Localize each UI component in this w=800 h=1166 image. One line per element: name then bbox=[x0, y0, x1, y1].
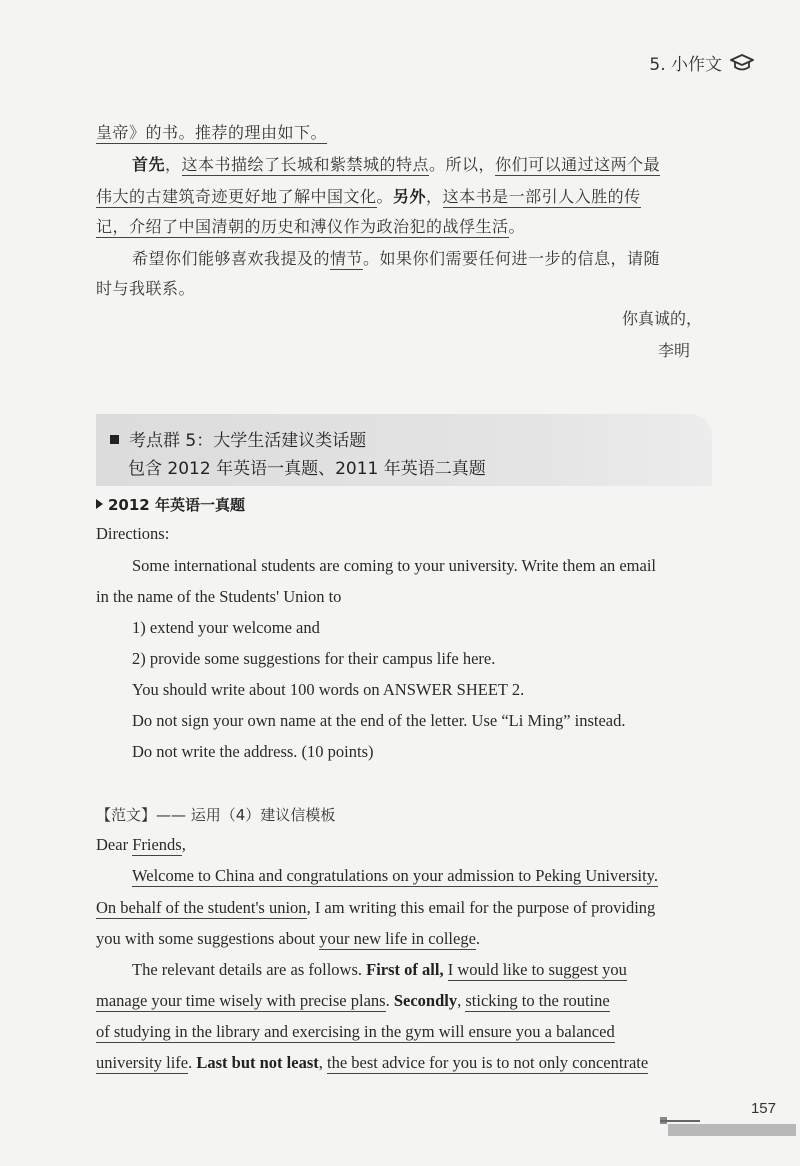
cn-text: ， bbox=[426, 187, 443, 206]
essay-underlined: university life bbox=[96, 1053, 189, 1072]
cn-text: 希望你们能够喜欢我提及的 bbox=[132, 249, 331, 268]
essay-underlined: Friends bbox=[132, 835, 182, 854]
essay-underlined: your new life in college bbox=[319, 929, 476, 948]
essay-underlined: the best advice for you is to not only concentrate bbox=[327, 1053, 649, 1072]
chapter-title: 5. 小作文 bbox=[649, 55, 722, 75]
cn-text: 皇帝》的书。推荐的理由如下。 bbox=[96, 123, 328, 142]
square-bullet-icon bbox=[110, 435, 119, 444]
cn-underlined: 你们可以通过这两个最 bbox=[495, 155, 661, 174]
essay-text: , I am writing this email for the purpose of providing bbox=[306, 898, 656, 917]
prompt-line: Some international students are coming to your university. Write them an email bbox=[132, 556, 657, 575]
banner-title-text: 考点群 5：大学生活建议类话题 bbox=[129, 431, 367, 451]
cn-keyword: 另外 bbox=[393, 187, 427, 206]
essay-text: . bbox=[475, 929, 481, 948]
cn-letter-line bbox=[96, 120, 712, 143]
essay-line bbox=[96, 898, 712, 918]
footer-bar bbox=[668, 1124, 796, 1136]
cn-letter-line bbox=[96, 214, 712, 237]
cn-underlined: 这本书描绘了长城和紫禁城的特点 bbox=[181, 155, 430, 174]
directions-label: Directions: bbox=[96, 524, 170, 543]
chapter-header bbox=[649, 50, 754, 75]
cn-text: 时与我联系。 bbox=[96, 279, 196, 298]
essay-keyword: Secondly bbox=[393, 991, 458, 1010]
cn-underlined: 这本书是一部引人入胜的传 bbox=[442, 187, 641, 206]
footer-rule bbox=[660, 1120, 700, 1122]
essay-text: , bbox=[181, 835, 186, 854]
cn-text: 。如果你们需要任何进一步的信息，请随 bbox=[363, 249, 661, 268]
exam-subhead-text: 2012 年英语一真题 bbox=[108, 496, 245, 514]
essay-underlined: of studying in the library and exercising in the gym will ensure you a balanced bbox=[96, 1022, 615, 1041]
cn-underlined: 情节 bbox=[330, 249, 364, 268]
letter-closing: 你真诚的， bbox=[621, 309, 702, 328]
cn-letter-line bbox=[132, 246, 712, 269]
cn-letter-line bbox=[132, 152, 712, 175]
banner-subtitle: 包含 2012 年英语一真题、2011 年英语二真题 bbox=[128, 459, 486, 479]
exam-subhead bbox=[96, 494, 245, 515]
essay-underlined: Welcome to China and congratulations on your admission to Peking University. bbox=[132, 866, 658, 885]
cn-letter-line bbox=[96, 276, 712, 299]
prompt-line: 2) provide some suggestions for their campus life here. bbox=[132, 649, 496, 668]
cn-text: 。 bbox=[376, 187, 394, 206]
essay-line bbox=[132, 866, 712, 886]
cn-text: ， bbox=[165, 155, 182, 174]
essay-underlined: sticking to the routine bbox=[465, 991, 610, 1010]
cn-keyword: 首先 bbox=[132, 155, 166, 174]
essay-text: The relevant details are as follows. bbox=[132, 960, 367, 979]
essay-greeting bbox=[96, 835, 712, 855]
essay-text: , bbox=[318, 1053, 327, 1072]
prompt-line: You should write about 100 words on ANSWER SHEET 2. bbox=[132, 680, 525, 699]
essay-text: you with some suggestions about bbox=[96, 929, 320, 948]
prompt-line: in the name of the Students' Union to bbox=[96, 587, 342, 606]
letter-signature: 李明 bbox=[657, 341, 690, 360]
essay-line bbox=[96, 1022, 712, 1042]
graduation-cap-icon bbox=[730, 53, 754, 73]
essay-text: . bbox=[188, 1053, 197, 1072]
essay-text: , bbox=[457, 991, 466, 1010]
cn-letter-line bbox=[96, 184, 712, 207]
prompt-line: Do not write the address. (10 points) bbox=[132, 742, 374, 761]
essay-line bbox=[96, 991, 712, 1011]
banner-title bbox=[110, 426, 366, 451]
cn-text: 。所以， bbox=[429, 155, 496, 174]
essay-text: Dear bbox=[96, 835, 133, 854]
page-number: 157 bbox=[750, 1100, 776, 1117]
essay-line bbox=[96, 1053, 712, 1073]
essay-underlined: On behalf of the student's union bbox=[96, 898, 307, 917]
cn-underlined: 伟大的古建筑奇迹更好地了解中国文化 bbox=[96, 187, 377, 206]
section-banner bbox=[96, 414, 712, 486]
prompt-line: Do not sign your own name at the end of the letter. Use “Li Ming” instead. bbox=[132, 711, 626, 730]
prompt-line: 1) extend your welcome and bbox=[132, 618, 320, 637]
model-essay-label: 【范文】—— 运用（4）建议信模板 bbox=[96, 806, 336, 824]
cn-underlined: 记，介绍了中国清朝的历史和溥仪作为政治犯的战俘生活 bbox=[96, 217, 509, 236]
essay-text: . bbox=[385, 991, 394, 1010]
essay-underlined: I would like to suggest you bbox=[447, 960, 627, 979]
essay-keyword: Last but not least bbox=[196, 1053, 319, 1072]
triangle-bullet-icon bbox=[96, 499, 103, 509]
essay-line bbox=[96, 929, 712, 949]
essay-underlined: manage your time wisely with precise plans bbox=[96, 991, 386, 1010]
cn-text: 。 bbox=[508, 217, 526, 236]
essay-line bbox=[132, 960, 712, 980]
essay-keyword: First of all, bbox=[366, 960, 444, 979]
